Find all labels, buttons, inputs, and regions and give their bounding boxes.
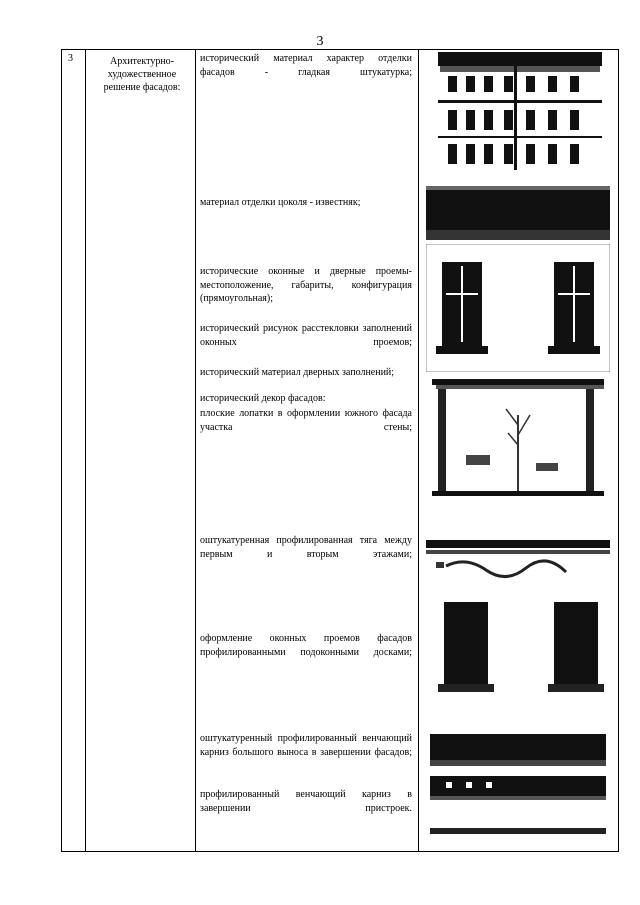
feature-window-sills: оформление оконных проемов фасадов профилированными подоконными досками; bbox=[200, 633, 412, 658]
feature-openings: исторические оконные и дверные проемы- местоположение, габариты, конфигурация (прямоугольная); bbox=[200, 266, 412, 304]
photo-limestone-plinth bbox=[426, 172, 610, 240]
photo-window-openings bbox=[426, 244, 610, 372]
feature-flat-pilasters: плоские лопатки в оформлении южного фасада участка стены; bbox=[200, 408, 412, 433]
feature-crowning-cornice: оштукатуренный профилированный венчающий карниз большого выноса в завершении фасадов; bbox=[200, 733, 412, 758]
feature-profiled-belt: оштукатуренная профилированная тяга между первым и вторым этажами; bbox=[200, 535, 412, 560]
feature-limestone-plinth: материал отделки цоколя - известняк; bbox=[200, 197, 361, 208]
feature-glazing-pattern: исторический рисунок расстекловки заполнений оконных проемов; bbox=[200, 323, 412, 348]
photo-crowning-cornice bbox=[426, 730, 610, 840]
photo-flat-pilasters bbox=[426, 375, 610, 505]
column-divider bbox=[418, 50, 419, 851]
row-number: 3 bbox=[68, 53, 73, 64]
photo-facade-smooth-plaster bbox=[426, 52, 610, 170]
column-divider bbox=[85, 50, 86, 851]
feature-door-material: исторический материал дверных заполнений; bbox=[200, 367, 395, 378]
photo-window-sills bbox=[426, 598, 610, 698]
page-number: 3 bbox=[316, 34, 324, 49]
features-table bbox=[61, 49, 619, 852]
photo-profiled-belt bbox=[426, 526, 610, 588]
row-title: Архитектурно-художественное решение фасадов: bbox=[103, 56, 181, 93]
feature-annex-cornice: профилированный венчающий карниз в завершении пристроек. bbox=[200, 789, 412, 814]
feature-smooth-plaster: исторический материал характер отделки фасадов - гладкая штукатурка; bbox=[200, 53, 412, 78]
feature-decor-heading: исторический декор фасадов: bbox=[200, 393, 326, 404]
column-divider bbox=[195, 50, 196, 851]
